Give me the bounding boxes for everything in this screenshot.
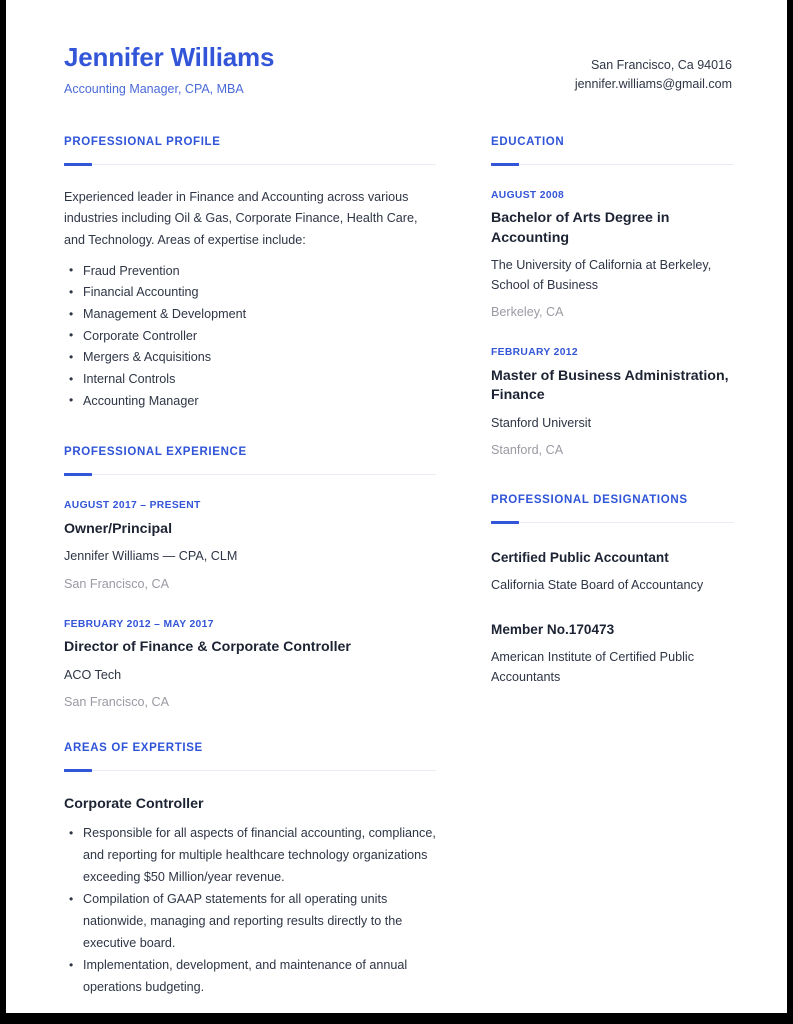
profile-paragraph: Experienced leader in Finance and Accounting across various industries including Oil & Gas, Corporate Finance, Health Care, and Technology. Areas of expertise include: (64, 189, 418, 248)
section-professional-experience (64, 446, 436, 712)
right-column (491, 136, 734, 688)
education-institution: The University of California at Berkeley, School of Business (491, 258, 712, 292)
section-divider (64, 770, 436, 771)
spacer (491, 460, 734, 494)
experience-date: AUGUST 2017 – PRESENT (64, 500, 201, 512)
list-item: • Financial Accounting (64, 282, 436, 304)
list-item: • Accounting Manager (64, 391, 436, 413)
experience-entry (64, 499, 436, 593)
profile-bullet-list (64, 261, 436, 413)
header-identity (64, 42, 274, 97)
spacer (64, 412, 436, 446)
list-item: • Fraud Prevention (64, 261, 436, 283)
section-title-areas-of-expertise: AREAS OF EXPERTISE (64, 741, 203, 754)
list-item: • Management & Development (64, 304, 436, 326)
list-item: • Compilation of GAAP statements for all operating units nationwide, managing and reporting results directly to the executive board. (64, 889, 436, 954)
contact-info (575, 42, 732, 95)
education-degree: Bachelor of Arts Degree in Accounting (491, 210, 670, 246)
page-title: Jennifer Williams (64, 42, 275, 72)
spacer (64, 712, 436, 742)
education-degree: Master of Business Administration, Finance (491, 367, 729, 404)
expertise-block (64, 795, 436, 999)
section-divider (64, 474, 436, 475)
list-item: • Mergers & Acquisitions (64, 347, 436, 369)
contact-location: San Francisco, Ca 94016 (590, 58, 732, 72)
education-date: FEBRUARY 2012 (491, 347, 578, 359)
experience-organization: ACO Tech (64, 667, 122, 682)
designation-issuer: California State Board of Accountancy (491, 578, 704, 593)
experience-entry (64, 618, 436, 712)
designation-name: Member No.170473 (491, 622, 615, 638)
education-location: Berkeley, CA (491, 305, 564, 320)
contact-email: jennifer.williams@gmail.com (574, 77, 732, 92)
experience-organization: Jennifer Williams — CPA, CLM (64, 549, 238, 564)
designation-name: Certified Public Accountant (491, 550, 669, 566)
experience-title: Owner/Principal (64, 520, 173, 537)
experience-location: San Francisco, CA (64, 695, 169, 710)
section-areas-of-expertise (64, 742, 436, 999)
list-item: • Responsible for all aspects of financial accounting, compliance, and reporting for multiple healthcare technology organizations exceeding $50 Million/year revenue. (64, 823, 436, 888)
section-education (491, 136, 734, 460)
section-divider (64, 164, 436, 165)
education-institution: Stanford Universit (491, 415, 592, 430)
designation-entry (491, 548, 734, 595)
section-title-professional-experience: PROFESSIONAL EXPERIENCE (64, 446, 247, 459)
section-divider (491, 164, 734, 165)
left-column (64, 136, 436, 1000)
designation-issuer: American Institute of Certified Public Accountants (491, 650, 694, 685)
resume-header (64, 42, 732, 97)
resume-page (6, 0, 787, 1013)
experience-title: Director of Finance & Corporate Controller (64, 638, 351, 655)
list-item: • Implementation, development, and maintenance of annual operations budgeting. (64, 955, 436, 998)
section-title-education: EDUCATION (491, 136, 565, 148)
education-location: Stanford, CA (491, 443, 564, 458)
list-item: • Corporate Controller (64, 326, 436, 348)
section-professional-designations (491, 494, 734, 687)
expertise-heading: Corporate Controller (64, 795, 204, 812)
designation-entry (491, 620, 734, 687)
education-date: AUGUST 2008 (491, 189, 565, 201)
list-item: • Internal Controls (64, 369, 436, 391)
section-divider (491, 522, 734, 523)
experience-location: San Francisco, CA (64, 576, 169, 591)
job-title: Accounting Manager, CPA, MBA (64, 81, 244, 96)
expertise-bullet-list (64, 823, 436, 998)
section-title-professional-profile: PROFESSIONAL PROFILE (64, 136, 221, 148)
education-entry (491, 346, 734, 460)
experience-date: FEBRUARY 2012 – MAY 2017 (64, 618, 214, 630)
section-professional-profile (64, 136, 436, 412)
education-entry (491, 189, 734, 322)
section-title-professional-designations: PROFESSIONAL DESIGNATIONS (491, 494, 688, 507)
